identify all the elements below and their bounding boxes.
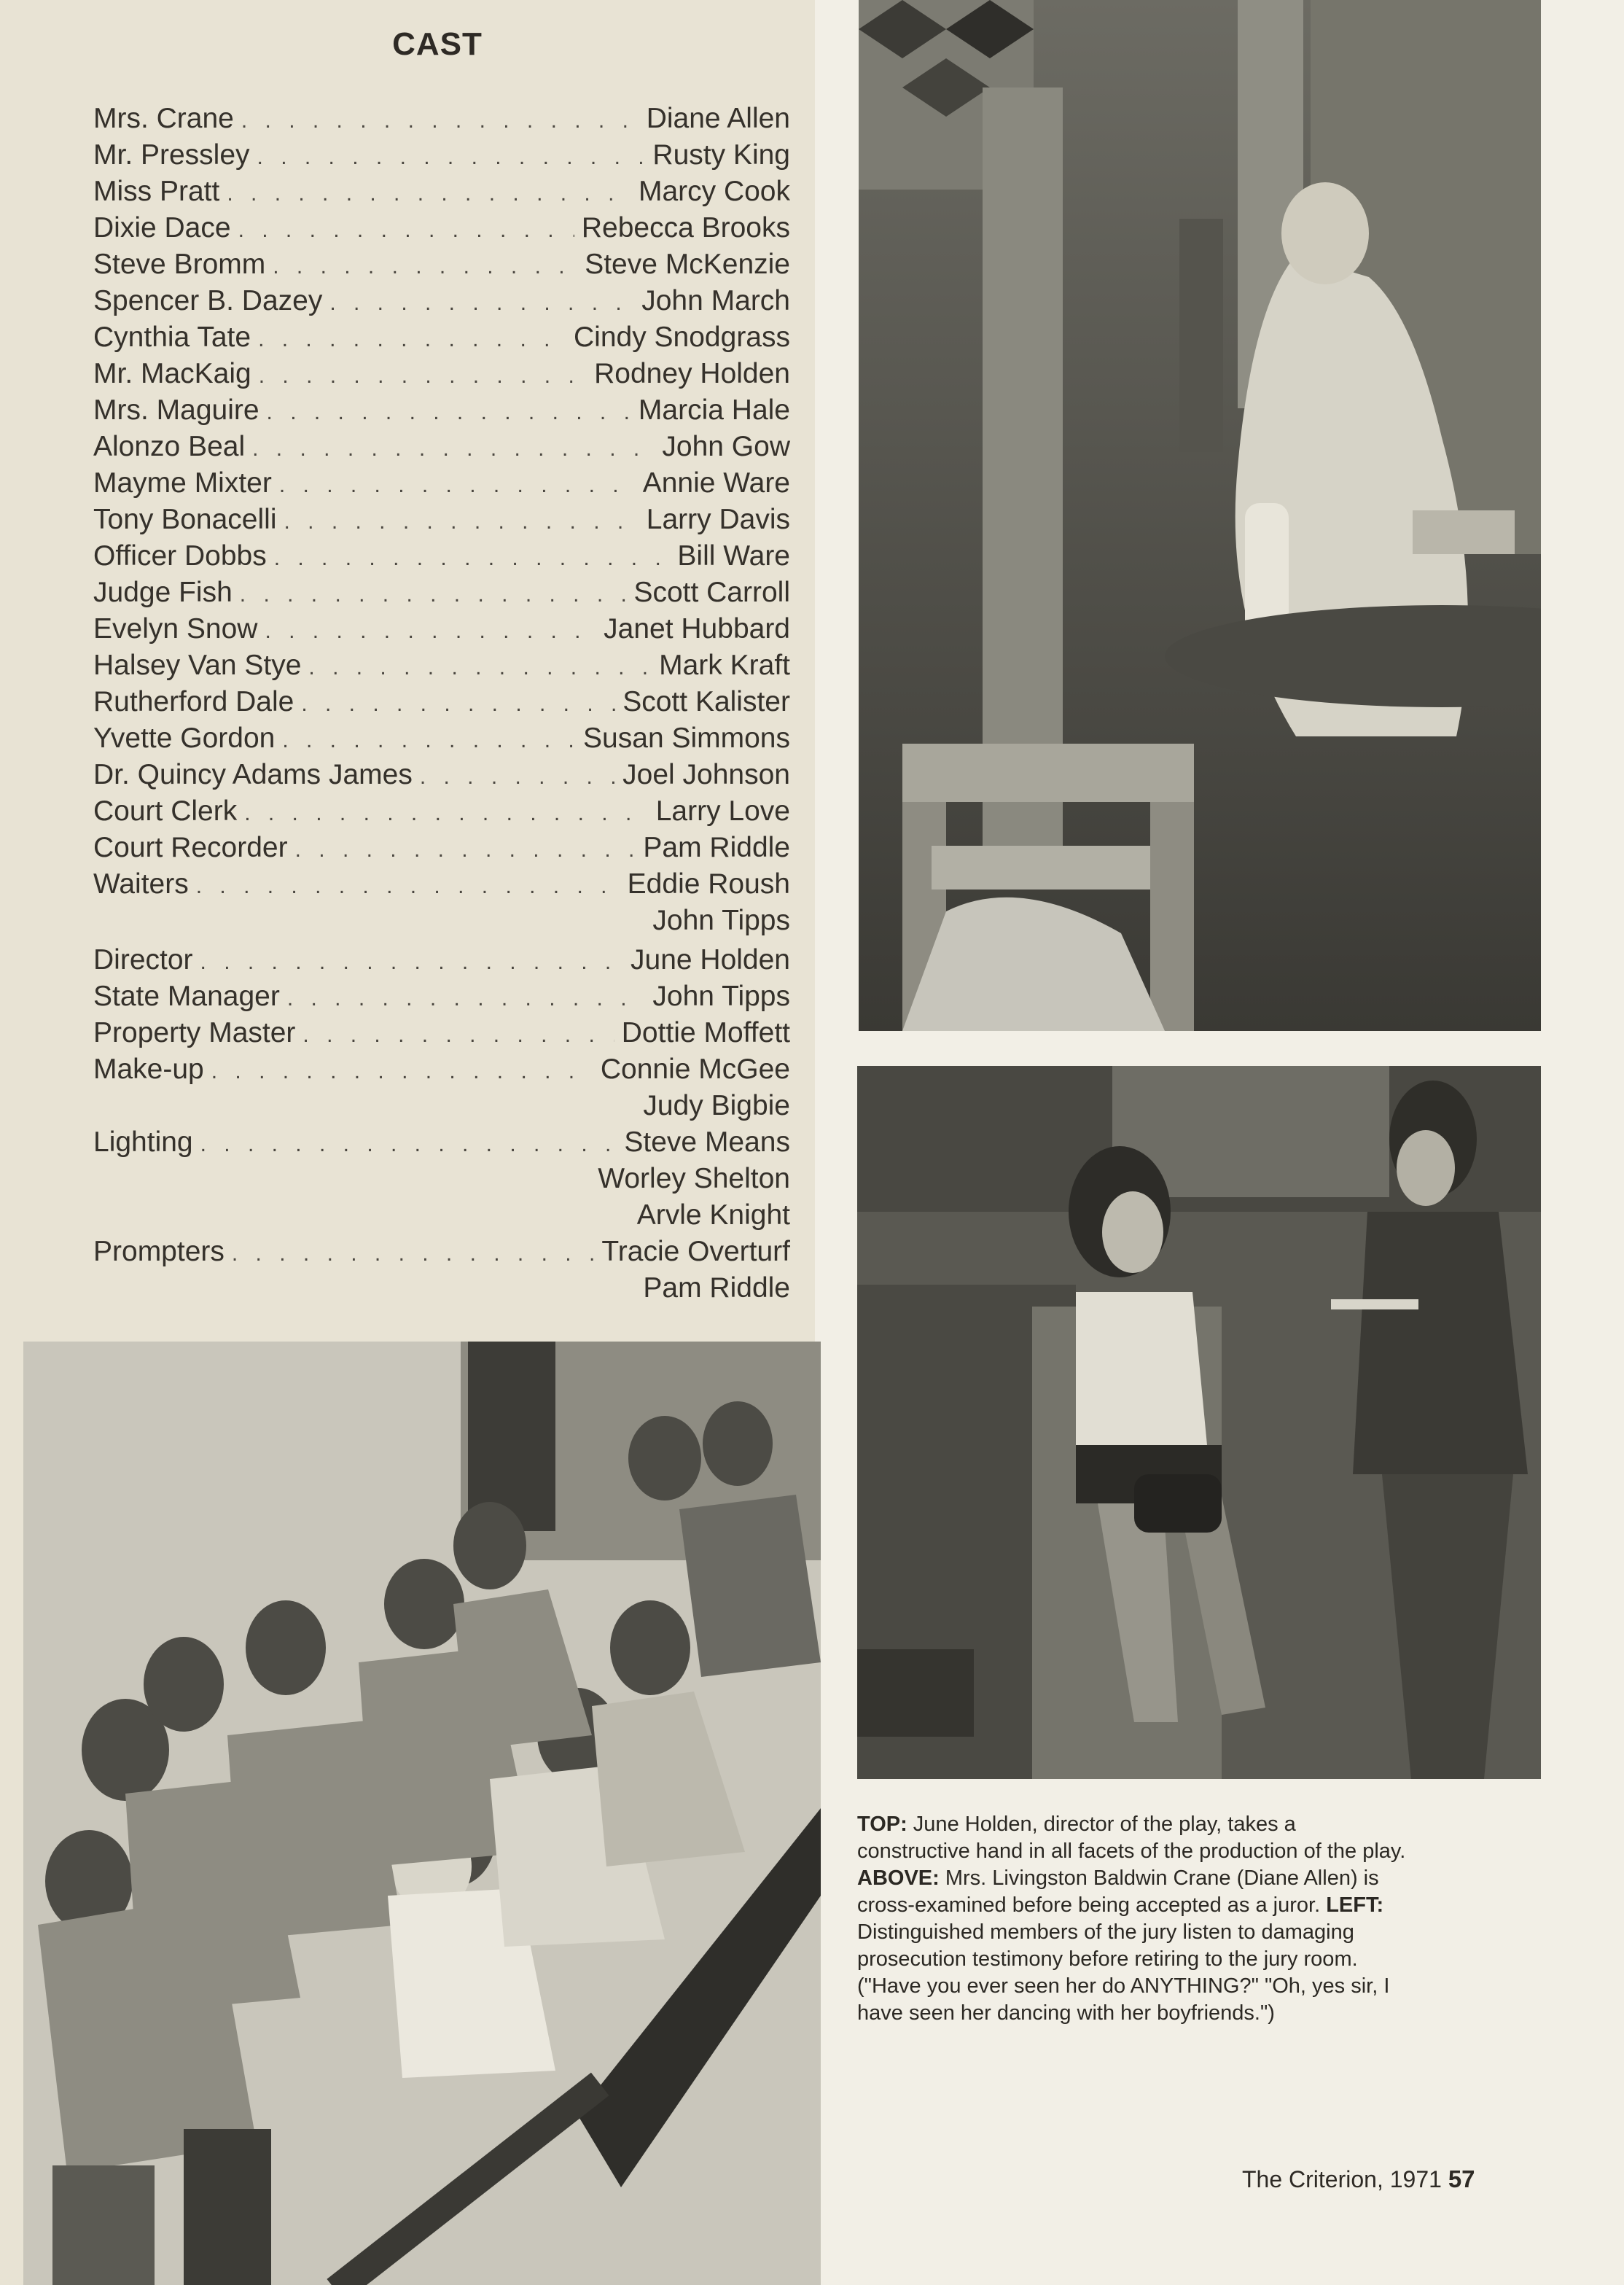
crew-actor: Worley Shelton	[598, 1163, 790, 1194]
cast-role: Court Clerk	[93, 795, 238, 827]
leader-dots	[244, 795, 649, 832]
crew-actor: Dottie Moffett	[621, 1017, 790, 1048]
crew-actor: Judy Bigbie	[643, 1090, 790, 1121]
cast-role: Mr. MacKaig	[93, 358, 251, 389]
crew-row	[93, 978, 790, 1015]
caption-top-text: June Holden, director of the play, takes a constructive hand in all facets of the production of the play.	[857, 1813, 1406, 1863]
cast-role: Judge Fish	[93, 577, 233, 608]
cast-actor: Bill Ware	[677, 540, 790, 572]
cast-actor: John Tipps	[652, 905, 790, 936]
cast-actor: Larry Davis	[646, 504, 790, 535]
cast-row	[93, 174, 790, 210]
leader-dots	[265, 613, 596, 650]
cast-role: Dixie Dace	[93, 212, 231, 244]
caption-above-text: Mrs. Livingston Baldwin Crane (Diane Allen) is cross-examined before being accepted as a juror.	[857, 1866, 1379, 1917]
caption-left-text: Distinguished members of the jury listen to damaging prosecution testimony before retiring to the jury room. ("Have you ever seen her do ANYTHING?" "Oh, yes sir, I have seen her dancing with her boyfriends.")	[857, 1920, 1390, 2025]
crew-actor: June Holden	[631, 944, 790, 976]
cast-actor: Larry Love	[655, 795, 790, 827]
cast-row	[93, 720, 790, 757]
crew-row	[93, 942, 790, 978]
crew-role: Make-up	[93, 1054, 204, 1085]
cast-actor: Marcia Hale	[638, 394, 790, 426]
cast-actor: Mark Kraft	[659, 650, 790, 681]
crew-row	[93, 1051, 790, 1088]
leader-dots	[420, 759, 615, 795]
cast-row	[93, 866, 790, 903]
page-footer	[1242, 2165, 1475, 2193]
crew-actor: Connie McGee	[600, 1054, 790, 1085]
photo-caption	[857, 1811, 1411, 2027]
cast-actor: Susan Simmons	[583, 723, 790, 754]
cast-actor: Annie Ware	[642, 467, 790, 499]
crew-actor: Pam Riddle	[643, 1272, 790, 1304]
leader-dots	[200, 1126, 617, 1163]
photo-director-at-table	[859, 0, 1541, 1031]
leader-dots	[308, 650, 652, 686]
cast-role: Yvette Gordon	[93, 723, 276, 754]
cast-actor: Joel Johnson	[622, 759, 790, 790]
cast-role: Officer Dobbs	[93, 540, 267, 572]
leader-dots	[282, 723, 576, 759]
cast-actor: Rebecca Brooks	[581, 212, 790, 244]
leader-dots	[301, 686, 615, 723]
leader-dots	[227, 176, 631, 212]
cast-row	[93, 611, 790, 647]
crew-row	[93, 1270, 790, 1307]
leader-dots	[295, 832, 636, 868]
leader-dots	[284, 504, 639, 540]
cast-row	[93, 210, 790, 246]
leader-dots	[258, 322, 566, 358]
crew-actor: Steve Means	[624, 1126, 790, 1158]
crew-row	[93, 1234, 790, 1270]
leader-dots	[273, 249, 577, 285]
leader-dots	[232, 1236, 595, 1272]
cast-actor: John March	[641, 285, 790, 316]
cast-row	[93, 319, 790, 356]
cast-row	[93, 830, 790, 866]
cast-role: Spencer B. Dazey	[93, 285, 323, 316]
cast-row	[93, 757, 790, 793]
crew-row	[93, 1161, 790, 1197]
leader-dots	[238, 212, 574, 249]
crew-role: Director	[93, 944, 193, 976]
cast-row	[93, 502, 790, 538]
cast-role: Cynthia Tate	[93, 322, 251, 353]
cast-row	[93, 283, 790, 319]
cast-actor: Janet Hubbard	[604, 613, 790, 645]
cast-row	[93, 101, 790, 137]
crew-row	[93, 1197, 790, 1234]
cast-row	[93, 538, 790, 575]
caption-above-label: ABOVE:	[857, 1866, 940, 1890]
cast-role: Dr. Quincy Adams James	[93, 759, 413, 790]
crew-role: State Manager	[93, 981, 280, 1012]
cast-row	[93, 575, 790, 611]
crew-actor: Arvle Knight	[636, 1199, 790, 1231]
leader-dots	[329, 285, 634, 322]
cast-actor: John Gow	[662, 431, 790, 462]
photo-juror-examined	[857, 1066, 1541, 1779]
cast-actor: Pam Riddle	[643, 832, 790, 863]
cast-row	[93, 246, 790, 283]
cast-row	[93, 684, 790, 720]
photo-jury-members	[23, 1342, 821, 2285]
cast-role: Mrs. Crane	[93, 103, 234, 134]
crew-role: Lighting	[93, 1126, 193, 1158]
caption-top-label: TOP:	[857, 1813, 907, 1836]
cast-role: Steve Bromm	[93, 249, 266, 280]
cast-actor: Scott Kalister	[622, 686, 790, 717]
cast-row	[93, 903, 790, 939]
leader-dots	[211, 1054, 593, 1090]
cast-role: Rutherford Dale	[93, 686, 294, 717]
crew-row	[93, 1015, 790, 1051]
leader-dots	[302, 1017, 614, 1054]
cast-row	[93, 137, 790, 174]
crew-role: Property Master	[93, 1017, 296, 1048]
cast-actor: Scott Carroll	[633, 577, 790, 608]
leader-dots	[196, 868, 620, 905]
cast-role: Alonzo Beal	[93, 431, 246, 462]
crew-row	[93, 1124, 790, 1161]
cast-role: Mrs. Maguire	[93, 394, 259, 426]
cast-role: Court Recorder	[93, 832, 288, 863]
leader-dots	[274, 540, 671, 577]
cast-row	[93, 793, 790, 830]
leader-dots	[267, 394, 631, 431]
crew-actor: John Tipps	[652, 981, 790, 1012]
crew-role: Prompters	[93, 1236, 225, 1267]
cast-role: Miss Pratt	[93, 176, 220, 207]
crew-row	[93, 1088, 790, 1124]
leader-dots	[279, 467, 636, 504]
cast-row	[93, 647, 790, 684]
cast-actor: Diane Allen	[646, 103, 790, 134]
cast-role: Waiters	[93, 868, 189, 900]
cast-role: Mayme Mixter	[93, 467, 272, 499]
publication-name: The Criterion, 1971	[1242, 2166, 1442, 2192]
cast-actor: Steve McKenzie	[585, 249, 790, 280]
cast-row	[93, 465, 790, 502]
cast-row	[93, 356, 790, 392]
crew-actor: Tracie Overturf	[601, 1236, 790, 1267]
cast-actor: Rusty King	[652, 139, 790, 171]
leader-dots	[252, 431, 655, 467]
leader-dots	[259, 358, 587, 394]
caption-left-label: LEFT:	[1326, 1893, 1384, 1917]
leader-dots	[287, 981, 646, 1017]
cast-role: Tony Bonacelli	[93, 504, 277, 535]
leader-dots	[240, 577, 627, 613]
cast-row	[93, 392, 790, 429]
leader-dots	[200, 944, 623, 981]
cast-actor: Rodney Holden	[594, 358, 790, 389]
cast-actor: Eddie Roush	[627, 868, 790, 900]
leader-dots	[241, 103, 639, 139]
page-number: 57	[1448, 2165, 1475, 2192]
leader-dots	[257, 139, 646, 176]
cast-actor: Cindy Snodgrass	[574, 322, 790, 353]
cast-row	[93, 429, 790, 465]
cast-heading: CAST	[392, 26, 483, 62]
cast-actor: Marcy Cook	[638, 176, 790, 207]
cast-role: Evelyn Snow	[93, 613, 258, 645]
cast-role: Halsey Van Stye	[93, 650, 302, 681]
cast-list	[93, 101, 790, 1307]
cast-role: Mr. Pressley	[93, 139, 250, 171]
